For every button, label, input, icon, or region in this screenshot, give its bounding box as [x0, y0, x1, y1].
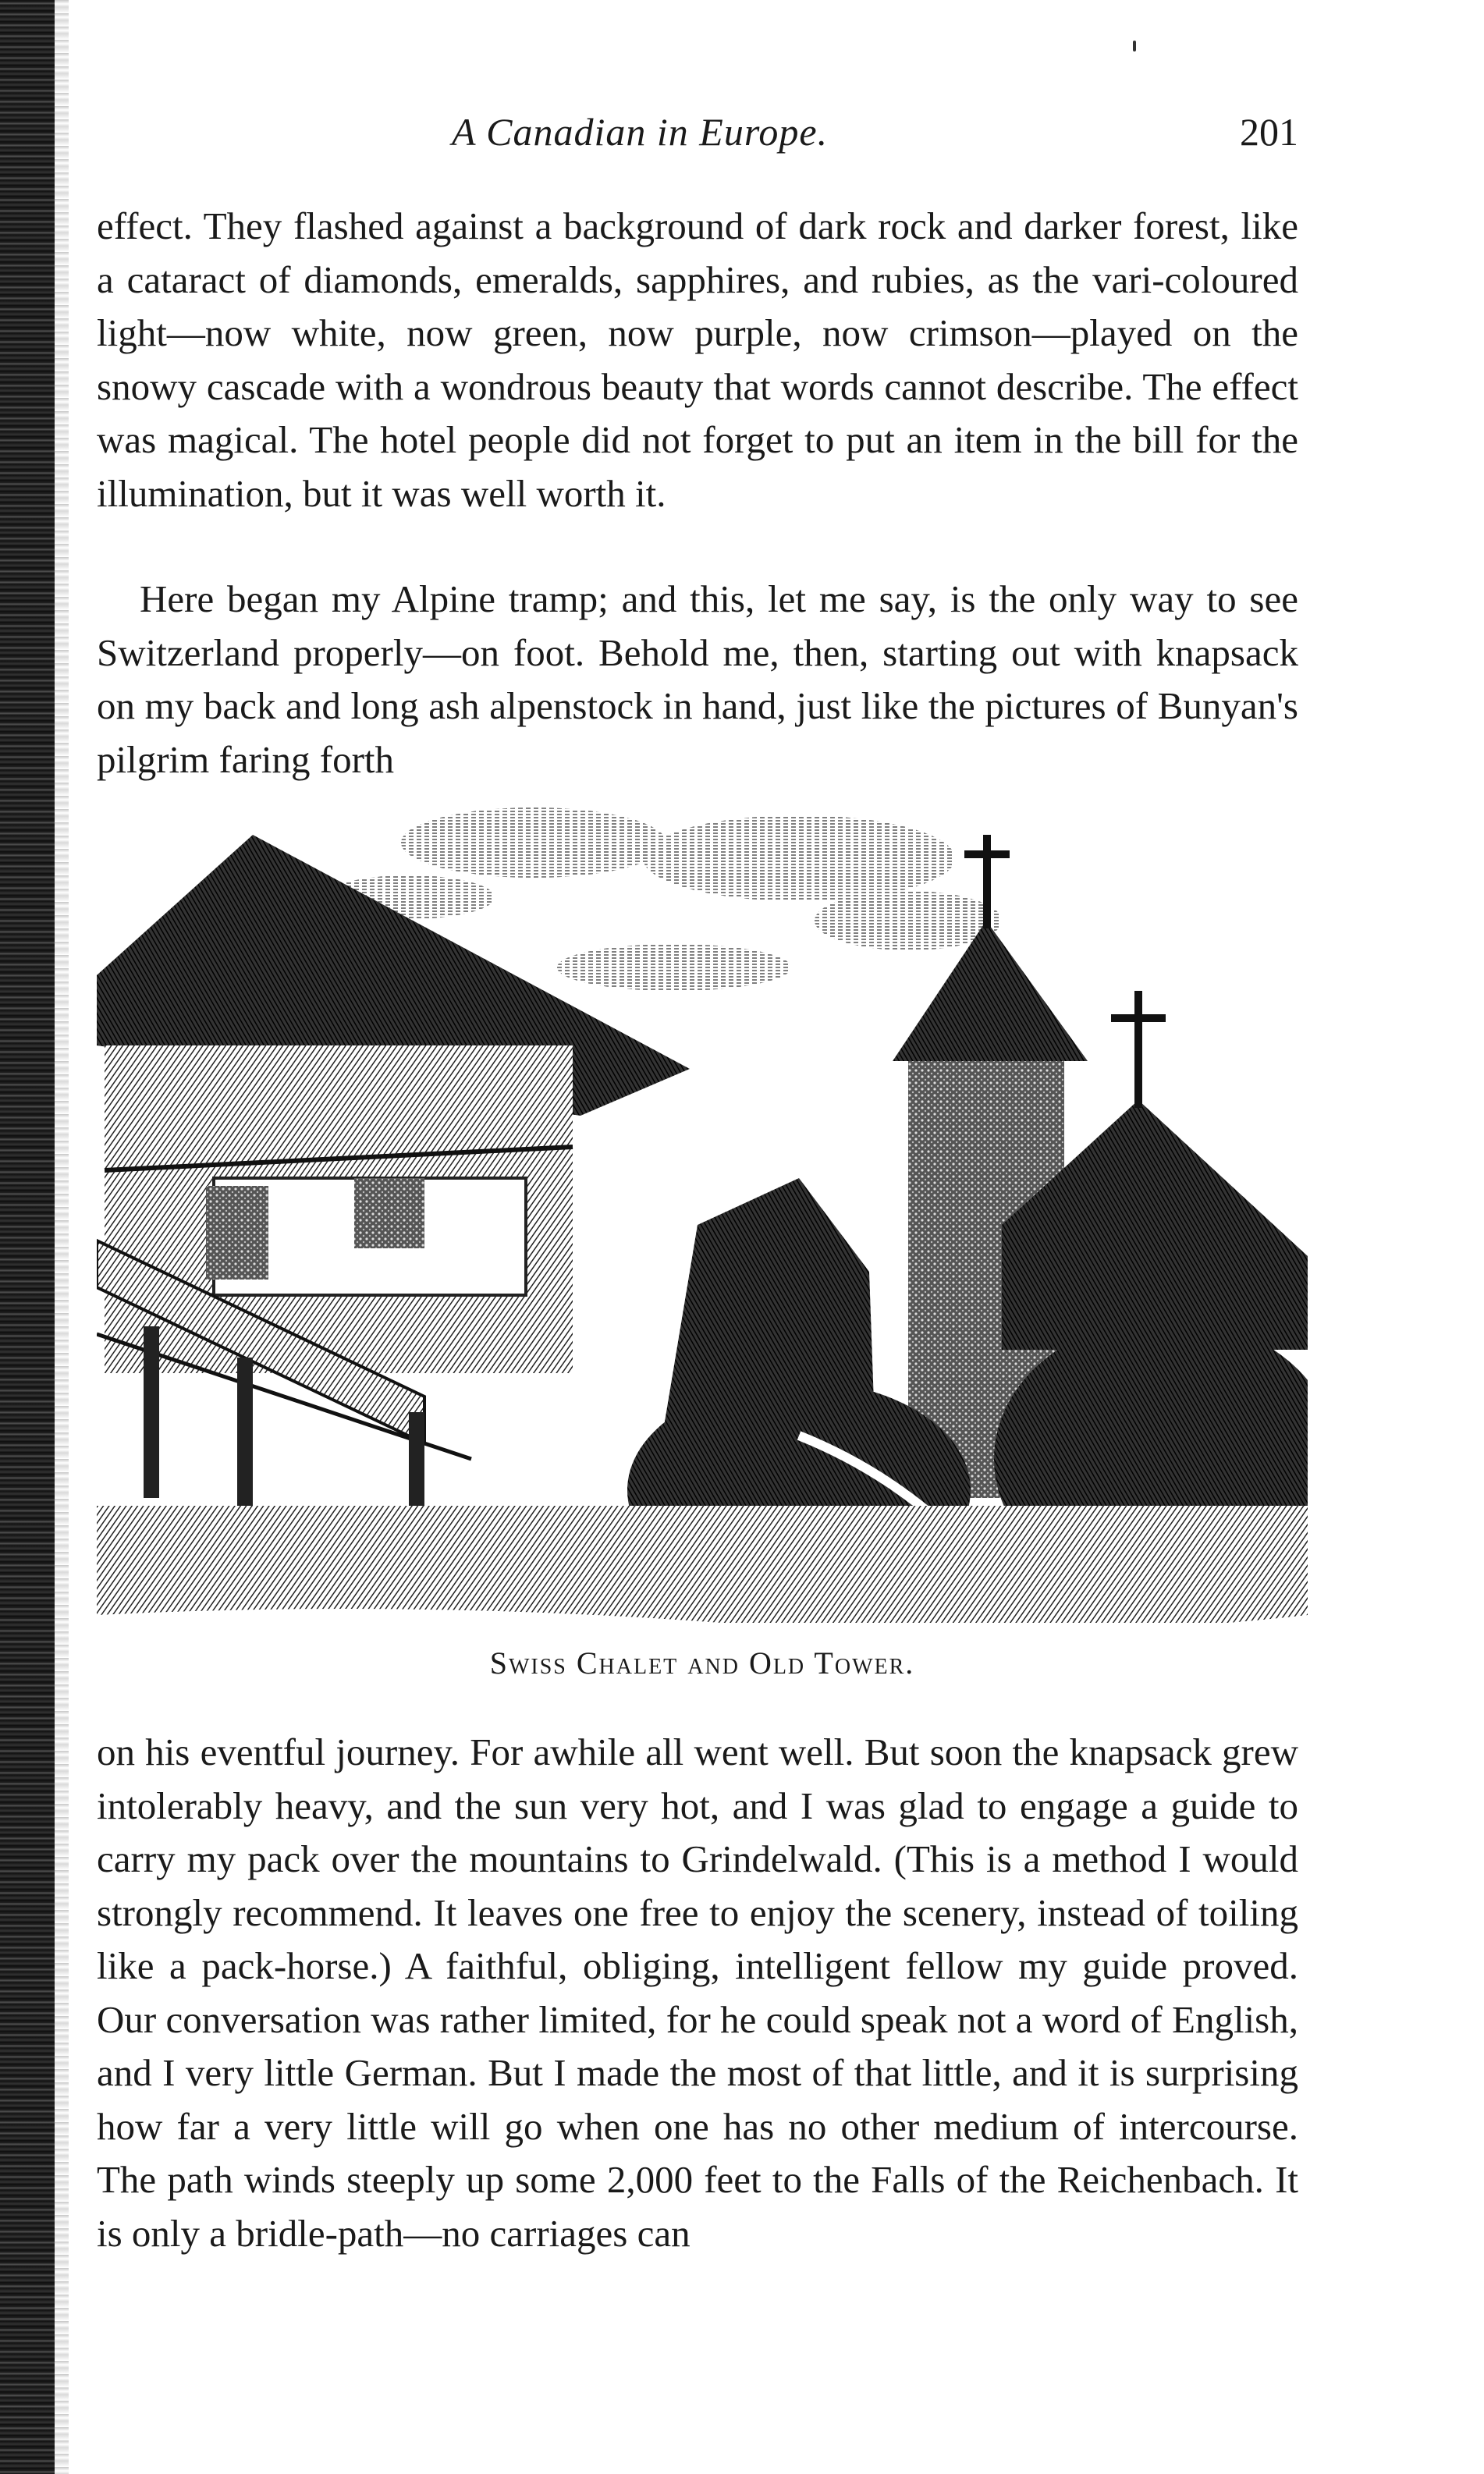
running-title: A Canadian in Europe.: [452, 110, 829, 154]
page-number: 201: [1240, 110, 1298, 154]
figure-caption: Swiss Chalet and Old Tower.: [489, 1645, 915, 1681]
paragraph-1: effect. They flashed against a background of dark rock and darker forest, like a cataract of diamonds, emeralds, sapphires, and rubies, as the vari-coloured light—now white, now green, now purple, now crimson—played on the snowy cascade with a wondrous beauty that words cannot describe. The effect was magical. The hotel people did not forget to put an item in the bill for the illumination, but it was well worth it.: [97, 204, 1298, 515]
swiss-chalet-engraving: [97, 788, 1308, 1638]
scanned-binding-edge: [0, 0, 55, 2474]
scan-speck: [1133, 41, 1136, 51]
running-head: [97, 109, 1298, 164]
paragraph-2: Here began my Alpine tramp; and this, let me say, is the only way to see Switzerland properly—on foot. Behold me, then, starting out with knapsack on my back and long ash alpenstock in hand, just like the pictures of Bunyan's pilgrim faring forth: [97, 577, 1298, 781]
paragraph-3: on his eventful journey. For awhile all went well. But soon the knapsack grew intolerably heavy, and the sun very hot, and I was glad to engage a guide to carry my pack over the mountains to Grindelwald. (This is a method I would strongly recommend. It leaves one free to enjoy the scenery, instead of toiling like a pack-horse.) A faithful, obliging, intelligent fellow my guide proved. Our conversation was rather limited, for he could speak not a word of English, and I very little German. But I made the most of that little, and it is surprising how far a very little will go when one has no other medium of intercourse. The path winds steeply up some 2,000 feet to the Falls of the Reichenbach. It is only a bridle-path—no carriages can: [97, 1730, 1298, 2255]
engraving-illustration: [97, 788, 1308, 1638]
